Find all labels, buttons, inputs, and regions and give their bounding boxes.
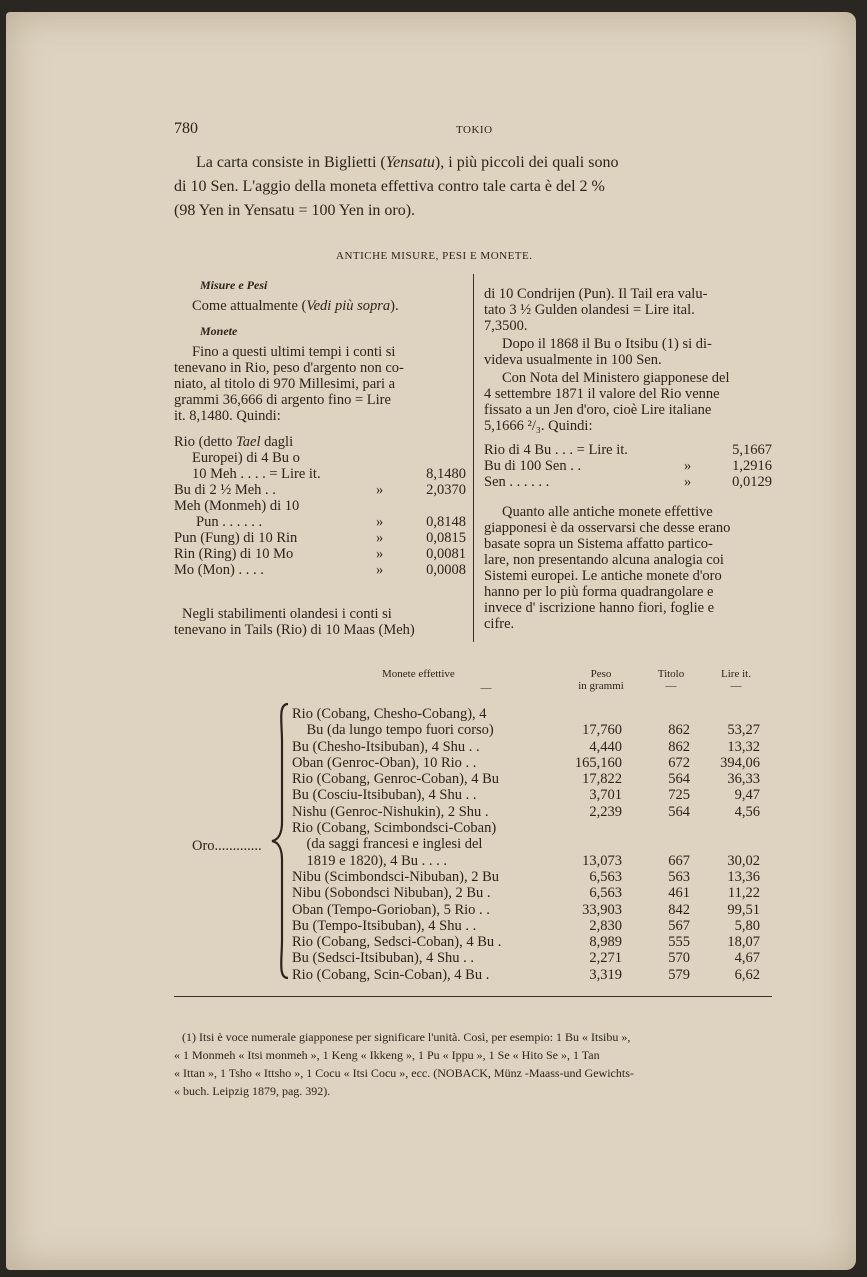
column-divider [473, 274, 474, 642]
table-row [292, 804, 758, 820]
cell-peso: 6,563 [589, 868, 622, 885]
cell-lire: 53,27 [727, 722, 760, 739]
cell-peso: 13,073 [582, 852, 622, 869]
cell-peso: 33,903 [582, 901, 622, 918]
table-row [292, 755, 758, 771]
cell-titolo: 667 [668, 852, 690, 869]
cell-name: Bu (da lungo tempo fuori corso) [292, 722, 494, 739]
intro-line-3: (98 Yen in Yensatu = 100 Yen in oro). [174, 202, 416, 219]
list-item: Rio di 4 Bu . . . = Lire it. 5,1667 [484, 442, 772, 458]
running-head: TOKIO [456, 124, 493, 136]
rio-detto-line: Rio (detto Tael dagli [174, 434, 294, 450]
heading-monete: Monete [200, 324, 238, 338]
col-header-monete: Monete effettive [382, 668, 455, 680]
cell-peso: 2,239 [589, 803, 622, 820]
cell-name: 1819 e 1820), 4 Bu . . . . [292, 852, 448, 869]
table-row [292, 771, 758, 787]
group-label-oro: Oro............. [192, 838, 262, 854]
europei-line: Europei) di 4 Bu o [192, 450, 300, 466]
cell-titolo: 579 [668, 966, 690, 983]
cell-titolo: 564 [668, 803, 690, 820]
cell-name: Rio (Cobang, Scimbondsci-Coban) [292, 820, 497, 837]
table-row [292, 706, 758, 722]
section-title: ANTICHE MISURE, PESI E MONETE. [336, 250, 533, 262]
table-row [292, 950, 758, 966]
cell-lire: 394,06 [720, 754, 760, 771]
cell-lire: 5,80 [734, 917, 760, 934]
list-item: Pun (Fung) di 10 Rin » 0,0815 [174, 530, 466, 546]
heading-misure: Misure e Pesi [200, 278, 268, 292]
list-item: Mo (Mon) . . . . » 0,0008 [174, 562, 466, 578]
meh-line: 10 Meh . . . . = Lire it. [192, 466, 321, 482]
cell-peso: 4,440 [589, 738, 622, 755]
table-row [292, 787, 758, 803]
page-number: 780 [174, 120, 198, 137]
cell-peso: 3,319 [589, 966, 622, 983]
table-row [292, 902, 758, 918]
left-paragraph-1: Fino a questi ultimi tempi i conti si tenevano in Rio, peso d'argento non co- niato, al titolo di 970 Millesimi, pari a grammi 36,666 di argento fino = Lire it. 8,1480. Quindi: [174, 344, 404, 424]
table-row [292, 836, 758, 852]
right-paragraph-1: di 10 Condrijen (Pun). Il Tail era valu- tato 3 ½ Gulden olandesi = Lire ital. 7,3500. [484, 286, 708, 334]
cell-name: Bu (Chesho-Itsibuban), 4 Shu . . [292, 738, 480, 755]
cell-name: Rio (Cobang, Chesho-Cobang), 4 [292, 706, 487, 722]
cell-lire: 4,56 [734, 803, 760, 820]
col-header-titolo: Titolo [657, 668, 685, 680]
right-paragraph-4: Quanto alle antiche monete effettive giapponesi è da osservarsi che desse erano basate sopra un Sistema affatto partico- lare, non presentando alcuna analogia coi Sistemi europei. Le antiche monete d'oro hanno per lo più forma quadrangolare e invece d' iscrizione hanno fiori, foglie e cifre. [484, 504, 731, 632]
col-header-lire-dash: — [730, 680, 742, 692]
cell-name: Oban (Tempo-Gorioban), 5 Rio . . [292, 901, 490, 918]
book-page [6, 12, 856, 1270]
cell-titolo: 564 [668, 771, 690, 788]
left-brace-icon [270, 702, 290, 980]
list-item: Rin (Ring) di 10 Mo » 0,0081 [174, 546, 466, 562]
cell-titolo: 725 [668, 787, 690, 804]
cell-lire: 36,33 [727, 771, 760, 788]
cell-lire: 99,51 [727, 901, 760, 918]
cell-peso: 8,989 [589, 934, 622, 951]
list-item: Bu di 2 ½ Meh . . » 2,0370 [174, 482, 466, 498]
cell-lire: 13,32 [727, 738, 760, 755]
list-item: Pun . . . . . . » 0,8148 [196, 514, 466, 530]
cell-titolo: 461 [668, 885, 690, 902]
cell-name: (da saggi francesi e inglesi del [292, 836, 483, 853]
cell-peso: 6,563 [589, 885, 622, 902]
cell-lire: 13,36 [727, 868, 760, 885]
cell-name: Bu (Sedsci-Itsibuban), 4 Shu . . [292, 950, 475, 967]
cell-name: Bu (Cosciu-Itsibuban), 4 Shu . . [292, 787, 477, 804]
left-rate-list [174, 482, 466, 578]
footnote-rule [174, 996, 772, 997]
cell-peso: 17,760 [582, 722, 622, 739]
meh-value: 8,1480 [426, 466, 466, 482]
table-row [292, 918, 758, 934]
cell-peso: 17,822 [582, 771, 622, 788]
cell-lire: 11,22 [727, 885, 760, 902]
cell-peso: 165,160 [574, 754, 622, 771]
cell-lire: 9,47 [734, 787, 760, 804]
table-row [292, 869, 758, 885]
cell-name: Rio (Cobang, Scin-Coban), 4 Bu . [292, 966, 490, 983]
table-row [292, 853, 758, 869]
cell-lire: 4,67 [734, 950, 760, 967]
cell-name: Bu (Tempo-Itsibuban), 4 Shu . . [292, 917, 477, 934]
cell-peso: 2,271 [589, 950, 622, 967]
list-item: Sen . . . . . . » 0,0129 [484, 474, 772, 490]
left-paragraph-2: Negli stabilimenti olandesi i conti si tenevano in Tails (Rio) di 10 Maas (Meh) [174, 606, 415, 638]
cell-titolo: 672 [668, 754, 690, 771]
cell-name: Rio (Cobang, Sedsci-Coban), 4 Bu . [292, 934, 502, 951]
cell-name: Nishu (Genroc-Nishukin), 2 Shu . [292, 803, 489, 820]
col-header-peso-unit: in grammi [578, 680, 624, 692]
cell-name: Oban (Genroc-Oban), 10 Rio . . [292, 754, 477, 771]
cell-titolo: 570 [668, 950, 690, 967]
cell-lire: 18,07 [727, 934, 760, 951]
table-row [292, 934, 758, 950]
cell-titolo: 567 [668, 917, 690, 934]
table-row [292, 885, 758, 901]
table-row [292, 820, 758, 836]
list-item: Meh (Monmeh) di 10 [174, 498, 300, 514]
intro-line-2: di 10 Sen. L'aggio della moneta effettiva contro tale carta è del 2 % [174, 178, 605, 195]
cell-peso: 2,830 [589, 917, 622, 934]
cell-titolo: 842 [668, 901, 690, 918]
cell-name: Rio (Cobang, Genroc-Coban), 4 Bu [292, 771, 499, 788]
right-paragraph-3: Con Nota del Ministero giapponese del 4 settembre 1871 il valore del Rio venne fissato a un Jen d'oro, cioè Lire italiane 5,1666 ²/₃. Quindi: [484, 370, 730, 434]
cell-peso: 3,701 [589, 787, 622, 804]
col-header-monete-dash: — [480, 682, 492, 694]
col-header-titolo-dash: — [665, 680, 677, 692]
table-row [292, 739, 758, 755]
intro-line-1: La carta consiste in Biglietti (Yensatu), i più piccoli dei quali sono [196, 154, 619, 171]
table-row [292, 967, 758, 983]
right-rate-list [484, 442, 772, 490]
misure-text: Come attualmente (Vedi più sopra). [192, 298, 399, 314]
cell-name: Nibu (Sobondsci Nibuban), 2 Bu . [292, 885, 491, 902]
cell-name: Nibu (Scimbondsci-Nibuban), 2 Bu [292, 868, 500, 885]
cell-titolo: 563 [668, 868, 690, 885]
cell-lire: 6,62 [734, 966, 760, 983]
list-item: Bu di 100 Sen . . » 1,2916 [484, 458, 772, 474]
col-header-peso: Peso [590, 668, 612, 680]
cell-lire: 30,02 [727, 852, 760, 869]
col-header-lire: Lire it. [721, 668, 751, 680]
cell-titolo: 555 [668, 934, 690, 951]
right-paragraph-2: Dopo il 1868 il Bu o Itsibu (1) si di- videva usualmente in 100 Sen. [484, 336, 712, 368]
cell-titolo: 862 [668, 738, 690, 755]
cell-titolo: 862 [668, 722, 690, 739]
coins-table [292, 706, 758, 983]
footnote: (1) Itsi è voce numerale giapponese per significare l'unità. Così, per esempio: 1 Bu « Itsibu », « 1 Monmeh « Itsi monmeh », 1 Keng « Ikkeng », 1 Pu « Ippu », 1 Se « Hito Se », 1 Tan « Ittan », 1 Tsho « Ittsho », 1 Cocu « Itsi Cocu », ecc. (NOBACK, Münz -Maass-und Gewichts- « buch. Leipzig 1879, pag. 392). [174, 1030, 634, 1098]
table-row [292, 722, 758, 738]
